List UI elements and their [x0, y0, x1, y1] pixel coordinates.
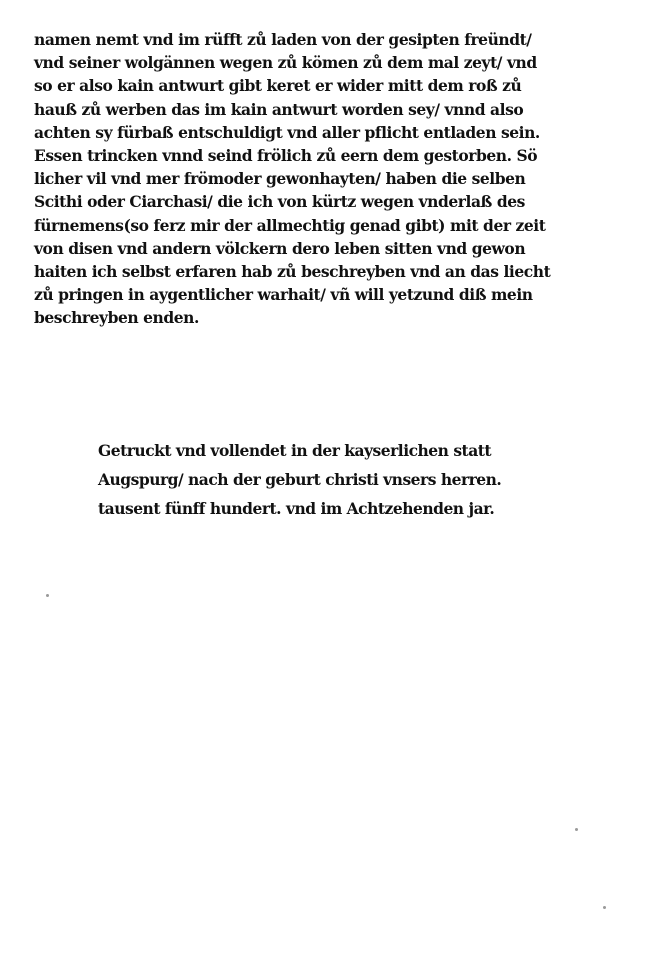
text-line: Essen trincken vnnd seind frölich zů eern dem gestorben. Sö: [34, 146, 538, 166]
text-line: so er also kain antwurt gibt keret er wider mitt dem roß zů: [34, 76, 522, 96]
colophon-block: [98, 436, 578, 523]
text-line: vnd seiner wolgännen wegen zů kömen zů dem mal zeyt/ vnd: [34, 53, 537, 73]
text-line: licher vil vnd mer frömoder gewonhayten/ haben die selben: [34, 169, 526, 189]
text-line: namen nemt vnd im rüfft zů laden von der gesipten freündt/: [34, 30, 532, 49]
text-line: zů pringen in aygentlicher warhait/ vñ will yetzund diß mein: [34, 285, 533, 305]
text-line: haiten ich selbst erfaren hab zů beschreyben vnd an das liecht: [34, 262, 551, 282]
text-line: hauß zů werben das im kain antwurt worden sey/ vnnd also: [34, 99, 524, 119]
main-text-block: [34, 28, 624, 330]
text-line: Scithi oder Ciarchasi/ die ich von kürtz wegen vnderlaß des: [34, 192, 525, 212]
colophon-line: tausent fünff hundert. vnd im Achtzehenden jar.: [98, 499, 495, 518]
text-line: fürnemens(so ferz mir der allmechtig genad gibt) mit der zeit: [34, 215, 546, 235]
ink-speck: [46, 594, 49, 597]
colophon-line: Augspurg/ nach der geburt christi vnsers herren.: [98, 470, 502, 489]
text-line: von disen vnd andern völckern dero leben sitten vnd gewon: [34, 238, 526, 258]
text-line: achten sy fürbaß entschuldigt vnd aller pflicht entladen sein.: [34, 122, 540, 142]
ink-speck: [575, 828, 578, 831]
text-line: beschreyben enden.: [34, 308, 199, 328]
ink-speck: [603, 906, 606, 909]
colophon-line: Getruckt vnd vollendet in der kayserlichen statt: [98, 441, 492, 460]
